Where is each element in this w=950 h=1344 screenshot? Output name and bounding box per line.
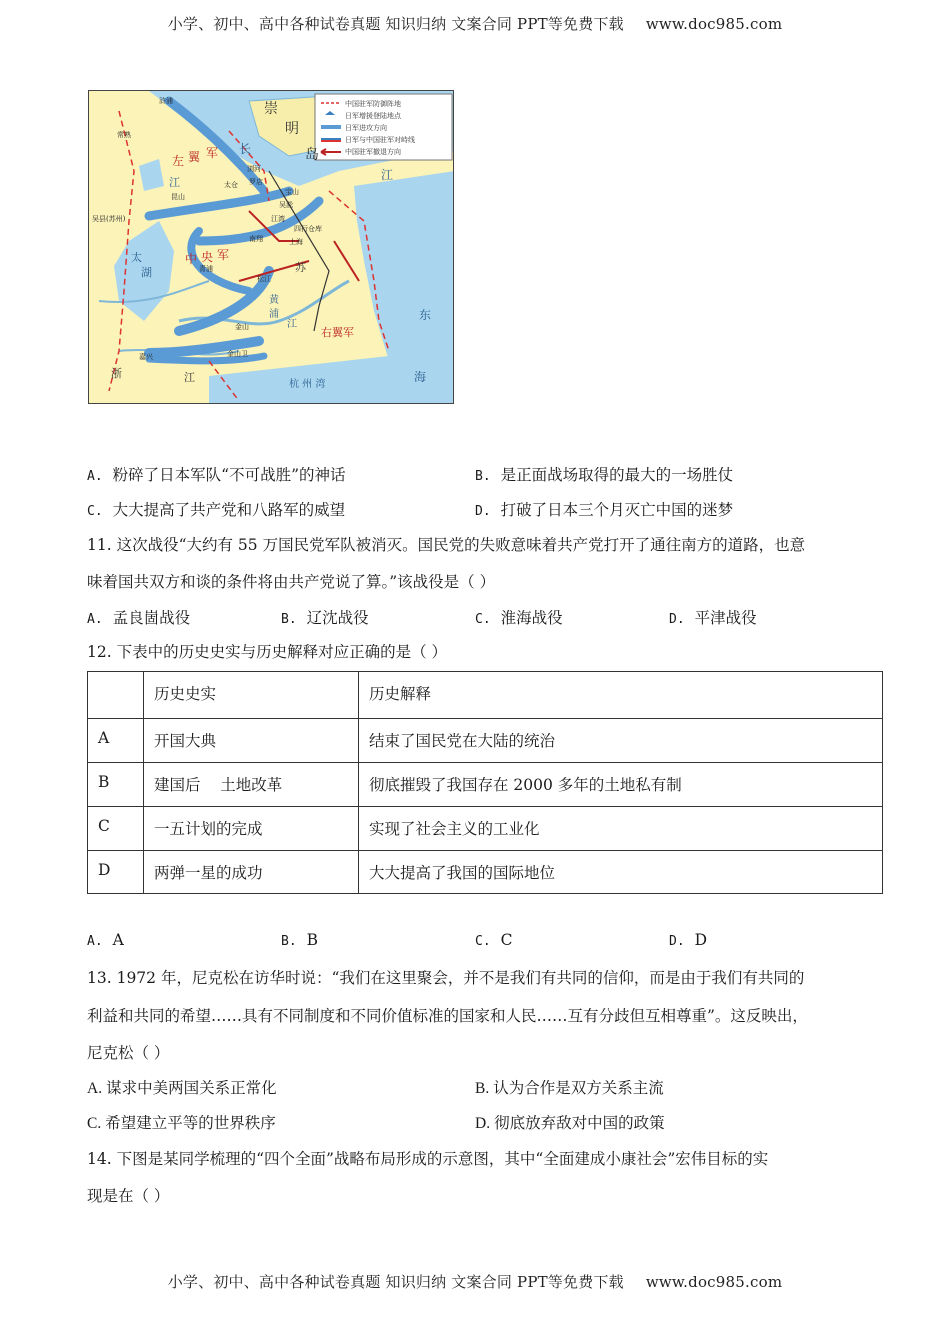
place-luodian: 罗店 bbox=[249, 178, 263, 186]
legend-item-defense: 中国驻军防御阵地 bbox=[345, 100, 401, 108]
footer-url[interactable]: www.doc985.com bbox=[645, 1273, 783, 1291]
label-jun2: 军 bbox=[217, 248, 230, 262]
header-url[interactable]: www.doc985.com bbox=[645, 15, 783, 33]
legend-item-landing: 日军增援登陆地点 bbox=[345, 112, 401, 120]
table-cell: 彻底摧毁了我国存在 2000 多年的土地私有制 bbox=[359, 763, 883, 807]
label-yang: 央 bbox=[201, 250, 214, 264]
q10-option-a[interactable]: A. 粉碎了日本军队“不可战胜”的神话 bbox=[87, 466, 346, 484]
label-ming: 明 bbox=[285, 121, 299, 137]
page-footer bbox=[0, 1271, 950, 1292]
label-jiang2: 江 bbox=[169, 176, 180, 189]
table-cell: 大大提高了我国的国际地位 bbox=[359, 851, 883, 894]
q13-option-c[interactable]: C. 希望建立平等的世界秩序 bbox=[87, 1114, 276, 1132]
place-jinshan: 金山 bbox=[235, 323, 249, 331]
q14-stem-line1: 14. 下图是某同学梳理的“四个全面”战略布局形成的示意图，其中“全面建成小康社会”宏伟目标的实 bbox=[87, 1150, 769, 1168]
q11-option-a[interactable]: A. 孟良崮战役 bbox=[87, 609, 191, 627]
q11-stem-line1: 11. 这次战役“大约有 55 万国民党军队被消灭。国民党的失败意味着共产党打开了通往南方的道路，也意 bbox=[87, 536, 806, 554]
label-zhong: 中 bbox=[185, 252, 198, 266]
label-chang: 长 bbox=[239, 142, 252, 156]
table-header-cell: 历史史实 bbox=[144, 672, 359, 719]
label-jiang: 江 bbox=[381, 168, 394, 182]
table-cell: 实现了社会主义的工业化 bbox=[359, 807, 883, 851]
label-zuo: 左 bbox=[172, 154, 185, 168]
q12-option-c[interactable]: C. C bbox=[475, 931, 513, 949]
label-dao: 岛 bbox=[305, 147, 319, 163]
battle-map-svg bbox=[89, 91, 454, 404]
place-songjiang: 松江 bbox=[257, 275, 271, 283]
table-header-cell: 历史解释 bbox=[359, 672, 883, 719]
q11-stem-line2: 味着国共双方和谈的条件将由共产党说了算。”该战役是（ ） bbox=[87, 573, 496, 591]
q12-option-d[interactable]: D. D bbox=[669, 931, 708, 949]
label-hu: 湖 bbox=[141, 266, 152, 279]
q13-option-d[interactable]: D. 彻底放弃敌对中国的政策 bbox=[475, 1114, 665, 1132]
q10-option-b[interactable]: B. 是正面战场取得的最大的一场胜仗 bbox=[475, 466, 734, 484]
q14-stem-line2: 现是在（ ） bbox=[87, 1187, 170, 1205]
label-pu: 浦 bbox=[269, 309, 279, 320]
table-cell: A bbox=[88, 719, 144, 763]
table-cell: 结束了国民党在大陆的统治 bbox=[359, 719, 883, 763]
page-header bbox=[0, 13, 950, 34]
place-changshu: 常熟 bbox=[117, 131, 131, 139]
table-row bbox=[88, 851, 883, 894]
place-sihang: 四行仓库 bbox=[294, 225, 322, 233]
place-qingpu: 青浦 bbox=[199, 265, 213, 273]
table-cell: 一五计划的完成 bbox=[144, 807, 359, 851]
place-baoshan: 宝山 bbox=[285, 188, 299, 196]
place-jiaxing: 嘉兴 bbox=[139, 353, 153, 361]
q13-stem-line1: 13. 1972 年，尼克松在访华时说：“我们在这里聚会，并不是我们有共同的信仰，而是由于我们有共同的 bbox=[87, 969, 805, 987]
place-hupu: 浒浦 bbox=[159, 97, 173, 105]
q13-stem-line2: 利益和共同的希望……具有不同制度和不同价值标准的国家和人民……互有分歧但互相尊重”。这反映出， bbox=[87, 1007, 808, 1025]
q11-option-b[interactable]: B. 辽沈战役 bbox=[281, 609, 369, 627]
table-row bbox=[88, 807, 883, 851]
table-cell: 两弹一星的成功 bbox=[144, 851, 359, 894]
q12-option-b[interactable]: B. B bbox=[281, 931, 319, 949]
place-jiangwan: 江湾 bbox=[271, 215, 285, 223]
footer-text: 小学、初中、高中各种试卷真题 知识归纳 文案合同 PPT等免费下载 bbox=[167, 1273, 624, 1291]
label-hangzhouwan: 杭 州 湾 bbox=[289, 379, 326, 390]
q13-option-a[interactable]: A. 谋求中美两国关系正常化 bbox=[87, 1079, 277, 1097]
q12-option-a[interactable]: A. A bbox=[87, 931, 124, 949]
label-su: 苏 bbox=[295, 261, 306, 274]
place-jinshanwei: 金山卫 bbox=[227, 350, 248, 358]
table-cell: B bbox=[88, 763, 144, 807]
label-hai: 海 bbox=[414, 370, 427, 384]
label-jiang4: 江 bbox=[287, 319, 297, 330]
label-youyijun: 右翼军 bbox=[321, 326, 354, 339]
q10-option-d[interactable]: D. 打破了日本三个月灭亡中国的迷梦 bbox=[475, 501, 734, 519]
label-tai: 太 bbox=[131, 251, 142, 264]
table-cell: D bbox=[88, 851, 144, 894]
label-jun: 军 bbox=[206, 146, 219, 160]
place-wusong: 吴淞 bbox=[279, 201, 293, 209]
table-cell: 开国大典 bbox=[144, 719, 359, 763]
q10-option-c[interactable]: C. 大大提高了共产党和八路军的威望 bbox=[87, 501, 346, 519]
label-zhe: 浙 bbox=[111, 367, 122, 380]
table-cell: C bbox=[88, 807, 144, 851]
legend-item-attack: 日军进攻方向 bbox=[345, 124, 387, 132]
q11-option-d[interactable]: D. 平津战役 bbox=[669, 609, 757, 627]
place-kunshan: 昆山 bbox=[171, 193, 185, 201]
place-nanxiang: 南翔 bbox=[249, 235, 263, 243]
label-yi: 翼 bbox=[188, 150, 201, 164]
q12-stem: 12. 下表中的历史史实与历史解释对应正确的是（ ） bbox=[87, 643, 448, 661]
table-row bbox=[88, 763, 883, 807]
table-cell: 建国后 土地改革 bbox=[144, 763, 359, 807]
label-jiang3: 江 bbox=[184, 371, 195, 384]
table-header-cell bbox=[88, 672, 144, 719]
legend-item-retreat: 中国驻军撤退方向 bbox=[345, 148, 401, 156]
place-shanghai: 上海 bbox=[289, 238, 303, 246]
q13-option-b[interactable]: B. 认为合作是双方关系主流 bbox=[475, 1079, 664, 1097]
battle-map-figure bbox=[88, 90, 454, 404]
place-suzhou: 吴县(苏州) bbox=[92, 215, 126, 223]
label-dong: 东 bbox=[419, 308, 432, 322]
label-huang: 黄 bbox=[269, 295, 279, 306]
place-taicang: 太仓 bbox=[224, 181, 238, 189]
q13-stem-line3: 尼克松（ ） bbox=[87, 1044, 170, 1062]
table-header-row bbox=[88, 672, 883, 719]
place-liuhe: 浏河 bbox=[247, 165, 261, 173]
legend-item-front-line: 日军与中国驻军对峙线 bbox=[345, 136, 415, 144]
q11-option-c[interactable]: C. 淮海战役 bbox=[475, 609, 563, 627]
header-text: 小学、初中、高中各种试卷真题 知识归纳 文案合同 PPT等免费下载 bbox=[167, 15, 624, 33]
q12-table bbox=[87, 671, 883, 894]
label-chong: 崇 bbox=[264, 101, 278, 117]
table-row bbox=[88, 719, 883, 763]
